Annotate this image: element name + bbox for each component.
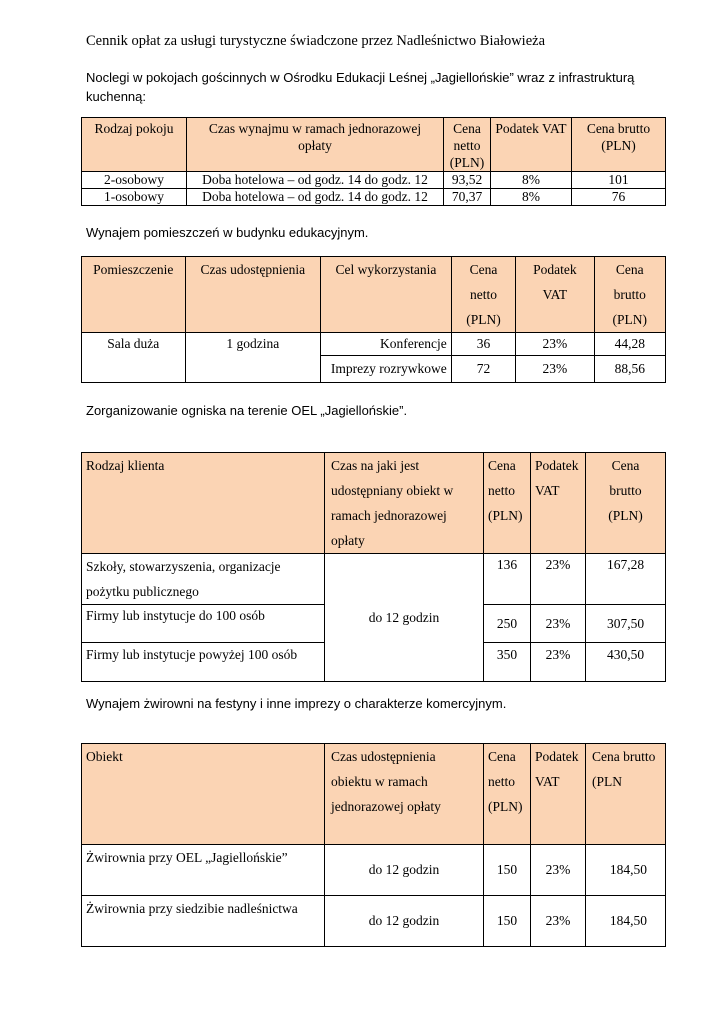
page-title: Cennik opłat za usługi turystyczne świadczone przez Nadleśnictwo Białowieża xyxy=(86,33,546,49)
gravel-pit-table xyxy=(81,743,666,947)
section-4-heading: Wynajem żwirowni na festyny i inne imprezy o charakterze komercyjnym. xyxy=(86,696,507,711)
table-cell: Żwirownia przy OEL „Jagiellońskie” xyxy=(82,845,325,896)
table-cell: 70,37 xyxy=(444,189,491,206)
table-cell: 44,28 xyxy=(594,333,665,356)
table-cell: 23% xyxy=(531,896,586,947)
section-3-heading: Zorganizowanie ogniska na terenie OEL „Jagiellońskie”. xyxy=(86,403,408,418)
table-cell: 250 xyxy=(484,605,531,643)
table-header: Podatek VAT xyxy=(491,118,572,172)
table-row xyxy=(82,333,666,356)
table-cell: 8% xyxy=(491,189,572,206)
table-cell: Żwirownia przy siedzibie nadleśnictwa xyxy=(82,896,325,947)
section-1-heading: Noclegi w pokojach gościnnych w Ośrodku Edukacji Leśnej „Jagiellońskie” wraz z infrastrukturą kuchenną: xyxy=(86,70,635,104)
table-cell: 8% xyxy=(491,172,572,189)
table-cell: Szkoły, stowarzyszenia, organizacje pożytku publicznego xyxy=(82,554,325,605)
table-row xyxy=(82,845,666,896)
table-cell: 88,56 xyxy=(594,356,665,383)
table-cell: 1 godzina xyxy=(185,333,321,383)
table-cell: 167,28 xyxy=(586,554,666,605)
table-cell: 101 xyxy=(572,172,666,189)
table-row xyxy=(82,554,666,605)
table-cell: 23% xyxy=(531,605,586,643)
table-cell: 307,50 xyxy=(586,605,666,643)
table-cell: Doba hotelowa – od godz. 14 do godz. 12 xyxy=(187,189,444,206)
bonfire-table xyxy=(81,452,666,682)
table-header: Cena netto (PLN) xyxy=(451,257,515,333)
table-cell: 76 xyxy=(572,189,666,206)
table-cell: 23% xyxy=(516,356,594,383)
table-cell: Firmy lub instytucje powyżej 100 osób xyxy=(82,643,325,682)
table-cell: do 12 godzin xyxy=(325,554,484,682)
table-cell: Firmy lub instytucje do 100 osób xyxy=(82,605,325,643)
table-cell: 1-osobowy xyxy=(82,189,187,206)
table-cell: 350 xyxy=(484,643,531,682)
table-header: Podatek VAT xyxy=(531,453,586,554)
table-header: Cena brutto (PLN) xyxy=(594,257,665,333)
table-header: Cel wykorzystania xyxy=(321,257,452,333)
table-header: Rodzaj klienta xyxy=(82,453,325,554)
rooms-rental-table xyxy=(81,256,666,383)
table-cell: 23% xyxy=(516,333,594,356)
table-row xyxy=(82,896,666,947)
section-2-heading: Wynajem pomieszczeń w budynku edukacyjnym. xyxy=(86,225,369,240)
table-header: Pomieszczenie xyxy=(82,257,186,333)
table-header: Rodzaj pokoju xyxy=(82,118,187,172)
table-header: Podatek VAT xyxy=(531,744,586,845)
table-row xyxy=(82,189,666,206)
table-cell: 36 xyxy=(451,333,515,356)
table-header: Cena netto (PLN) xyxy=(484,744,531,845)
table-header: Cena brutto (PLN xyxy=(586,744,666,845)
table-cell: 150 xyxy=(484,845,531,896)
table-header: Czas udostępnienia obiektu w ramach jednorazowej opłaty xyxy=(325,744,484,845)
table-header: Czas wynajmu w ramach jednorazowej opłaty xyxy=(187,118,444,172)
table-cell: 136 xyxy=(484,554,531,605)
table-cell: 150 xyxy=(484,896,531,947)
table-header: Podatek VAT xyxy=(516,257,594,333)
rooms-price-table xyxy=(81,117,666,206)
table-cell: do 12 godzin xyxy=(325,896,484,947)
table-cell: 72 xyxy=(451,356,515,383)
table-cell: 23% xyxy=(531,845,586,896)
table-header: Cena netto (PLN) xyxy=(484,453,531,554)
table-cell: 93,52 xyxy=(444,172,491,189)
table-cell: Doba hotelowa – od godz. 14 do godz. 12 xyxy=(187,172,444,189)
table-header: Obiekt xyxy=(82,744,325,845)
table-cell: Imprezy rozrywkowe xyxy=(321,356,452,383)
table-row xyxy=(82,172,666,189)
table-cell: Konferencje xyxy=(321,333,452,356)
table-header: Cena brutto (PLN) xyxy=(572,118,666,172)
table-header: Czas udostępnienia xyxy=(185,257,321,333)
table-header: Cena brutto (PLN) xyxy=(586,453,666,554)
table-cell: 184,50 xyxy=(586,896,666,947)
table-cell: do 12 godzin xyxy=(325,845,484,896)
table-header: Czas na jaki jest udostępniany obiekt w ramach jednorazowej opłaty xyxy=(325,453,484,554)
table-cell: 23% xyxy=(531,554,586,605)
table-cell: 2-osobowy xyxy=(82,172,187,189)
table-cell: 430,50 xyxy=(586,643,666,682)
table-cell: 23% xyxy=(531,643,586,682)
table-header: Cena netto (PLN) xyxy=(444,118,491,172)
table-cell: Sala duża xyxy=(82,333,186,383)
table-cell: 184,50 xyxy=(586,845,666,896)
